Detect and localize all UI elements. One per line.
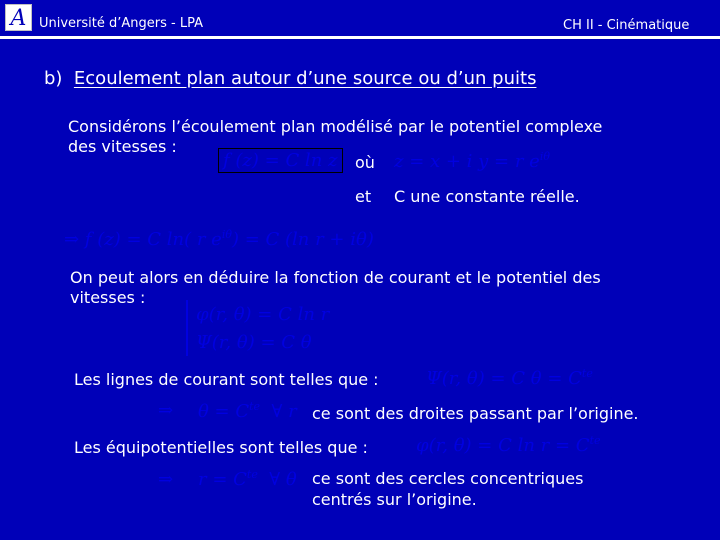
university-logo-icon (5, 4, 32, 31)
equipotentials-conclusion-2: centrés sur l’origine. (312, 490, 477, 509)
intro-ou: où (355, 153, 375, 172)
header-divider (0, 36, 720, 39)
phi-formula: φ(r, θ) = C ln r (196, 304, 330, 325)
f-eq: f (z) = C ln z (223, 150, 338, 171)
constant-description: C une constante réelle. (394, 187, 580, 206)
equipotentials-implies: ⇒ (158, 469, 174, 490)
z-formula: z = x + i y = r $e^{i\theta}$ (394, 150, 550, 172)
intro-line-1: Considérons l’écoulement plan modélisé par le potentiel complexe (68, 117, 603, 136)
section-title (44, 68, 536, 89)
equipotentials-result: $r = C^{te}$ ∀ θ (198, 468, 297, 490)
derivation-formula: ⇒ f (z) = C ln( r $e^{i\theta}) = C$ (ln r + iθ) (64, 228, 374, 250)
intro-et: et (355, 187, 372, 206)
psi-formula: Ψ(r, θ) = C θ (196, 332, 312, 353)
streamlines-conclusion: ce sont des droites passant par l’origine. (312, 404, 639, 423)
equipotentials-conclusion-1: ce sont des cercles concentriques (312, 469, 584, 488)
equipotentials-text: Les équipotentielles sont telles que : (74, 438, 368, 457)
section-title-text: Ecoulement plan autour d’une source ou d’un puits (73, 68, 537, 89)
deduce-line-1: On peut alors en déduire la fonction de courant et le potentiel des (70, 268, 601, 287)
intro-line-2: des vitesses : (68, 137, 177, 156)
streamlines-result: $\theta = C^{te}$ ∀ r (198, 400, 297, 422)
deduce-line-2: vitesses : (70, 288, 146, 307)
streamlines-text: Les lignes de courant sont telles que : (74, 370, 379, 389)
streamlines-formula: Ψ(r, θ) = C $\theta = C^{te}$ (426, 367, 593, 389)
logo-letter: A (10, 6, 27, 31)
header-university: Université d’Angers - LPA (39, 16, 203, 31)
complex-potential-formula (218, 148, 343, 173)
streamlines-implies: ⇒ (158, 400, 174, 421)
section-prefix: b) (44, 68, 63, 89)
equipotentials-formula: φ(r, θ) = C $\ln r = C^{te}$ (416, 434, 601, 456)
header-chapter: CH II - Cinématique (563, 18, 690, 33)
